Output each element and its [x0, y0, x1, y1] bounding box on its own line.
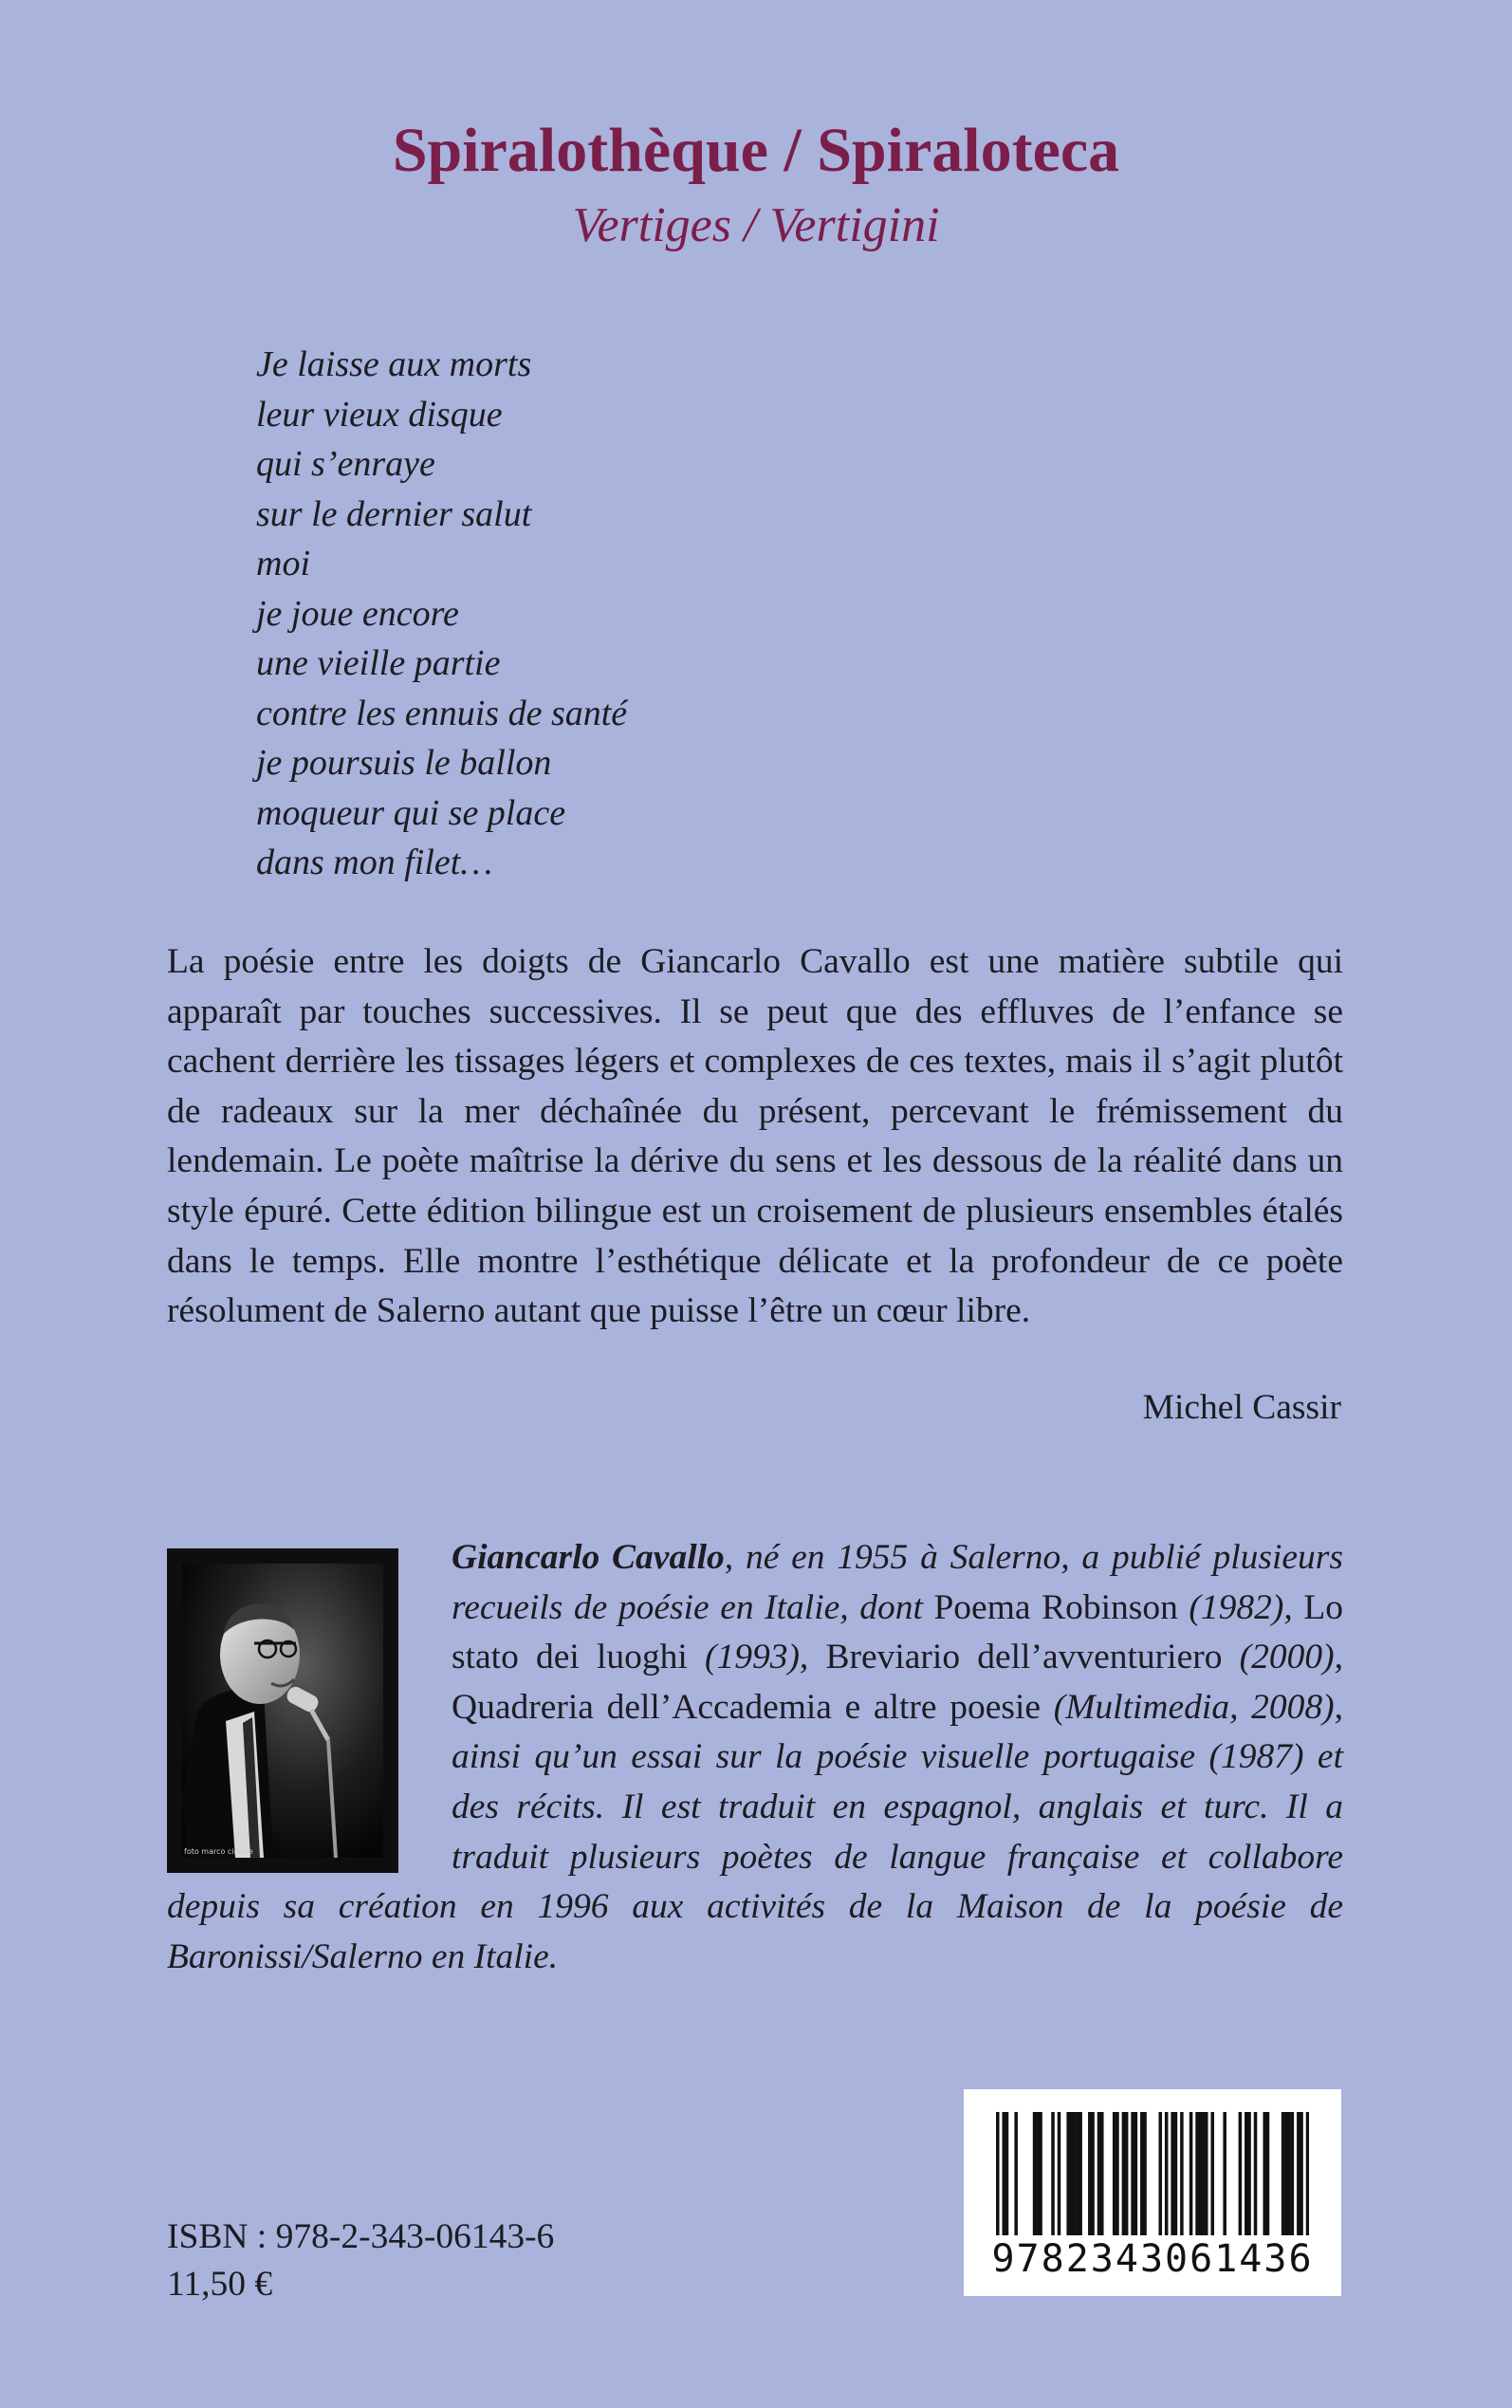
barcode-bar: [1116, 2112, 1119, 2235]
barcode-bar: [1287, 2112, 1291, 2235]
poem-excerpt: [256, 340, 627, 888]
poem-line: contre les ennuis de santé: [256, 693, 628, 733]
poem-line: Je laisse aux morts: [256, 344, 532, 384]
barcode-bar: [1091, 2112, 1095, 2235]
work-title: Poema Robinson: [933, 1587, 1178, 1627]
barcode-bar: [1263, 2112, 1266, 2235]
barcode-bar: [1079, 2112, 1082, 2235]
barcode-bar: [1058, 2112, 1061, 2235]
barcode-bar: [1002, 2112, 1005, 2235]
poem-line: qui s’enraye: [256, 444, 435, 484]
barcode-bar: [1158, 2112, 1162, 2235]
barcode-bar: [1247, 2112, 1251, 2235]
work-title: Quadreria dell’Accademia e altre poesie: [452, 1687, 1042, 1727]
barcode-bar: [1140, 2112, 1144, 2235]
barcode-bar: [1291, 2112, 1295, 2235]
barcode-bar: [1174, 2112, 1178, 2235]
poem-line: moi: [256, 544, 310, 583]
barcode-bars: [996, 2112, 1309, 2235]
barcode-bar: [1189, 2112, 1193, 2235]
poem-line: dans mon filet…: [256, 843, 493, 882]
barcode-bar: [1195, 2112, 1199, 2235]
barcode-bar: [1210, 2112, 1214, 2235]
barcode-bar: [1100, 2112, 1104, 2235]
poem-line: leur vieux disque: [256, 394, 503, 435]
poem-line: je joue encore: [256, 593, 459, 634]
barcode-bar: [1131, 2112, 1134, 2235]
barcode-bar: [1088, 2112, 1092, 2235]
author-name: Giancarlo Cavallo: [452, 1538, 725, 1577]
photo-credit: foto marco cinque: [184, 1847, 253, 1856]
book-title: Spiralothèque / Spiraloteca: [392, 116, 1120, 185]
barcode-bar: [1245, 2112, 1248, 2235]
barcode-bar: [1180, 2112, 1184, 2235]
barcode-bar: [1284, 2112, 1288, 2235]
barcode-bar: [1171, 2112, 1174, 2235]
barcode-bar: [1134, 2112, 1138, 2235]
barcode-bar: [1051, 2112, 1055, 2235]
barcode-bar: [1066, 2112, 1070, 2235]
author-photo-image: [169, 1550, 396, 1871]
barcode-bar: [1097, 2112, 1101, 2235]
barcode-bar: [1165, 2112, 1169, 2235]
barcode-bar: [1076, 2112, 1079, 2235]
poem-line: sur le dernier salut: [256, 493, 532, 534]
poem-line: moqueur qui se place: [256, 792, 566, 833]
barcode-bar: [1239, 2112, 1243, 2235]
barcode-bar: [1205, 2112, 1208, 2235]
barcode-bar: [1005, 2112, 1009, 2235]
poem-line: une vieille partie: [256, 643, 501, 683]
barcode-bar: [1036, 2112, 1040, 2235]
barcode-bar: [1125, 2112, 1129, 2235]
barcode-bar: [1300, 2112, 1303, 2235]
blurb-signature: Michel Cassir: [1142, 1388, 1341, 1427]
poem-line: je poursuis le ballon: [256, 743, 552, 783]
barcode-bar: [1202, 2112, 1206, 2235]
barcode-bar: [1033, 2112, 1037, 2235]
barcode-bar: [1122, 2112, 1126, 2235]
barcode-bar: [996, 2112, 1000, 2235]
barcode-bar: [1070, 2112, 1074, 2235]
barcode-bar: [1073, 2112, 1077, 2235]
author-bio: Giancarlo Cavallo, né en 1955 à Salerno, a publié plusieurs recueils de poésie en Italie, dont Poema Robinson (1982), Lo stato dei luoghi (1993), Breviario dell’avventuriero (2000), Quadreria dell’Accademia e altre poesie (Multimedia, 2008), ainsi qu’un essai sur la poésie visuelle portugaise (1987) et des récits. Il est traduit en espagnol, anglais et turc. Il a traduit plusieurs poètes de langue française et collabore depuis sa création en 1996 aux activités de la Maison de la poésie de Baronissi/Salerno en Italie.: [167, 1533, 1343, 1982]
isbn: ISBN : 978-2-343-06143-6: [167, 2217, 555, 2256]
barcode-bar: [1143, 2112, 1147, 2235]
barcode-bar: [1113, 2112, 1116, 2235]
work-title: Lo stato dei luoghi: [452, 1587, 1343, 1677]
barcode-bar: [1282, 2112, 1285, 2235]
book-subtitle: Vertiges / Vertigini: [572, 198, 940, 252]
barcode-bar: [1297, 2112, 1300, 2235]
barcode-bar: [1266, 2112, 1270, 2235]
barcode-bar: [1199, 2112, 1203, 2235]
barcode-bar: [1223, 2112, 1226, 2235]
barcode-number: 9782343061436: [991, 2237, 1314, 2281]
barcode: [964, 2089, 1341, 2296]
work-title: Breviario dell’avventuriero: [825, 1638, 1223, 1677]
barcode-bar: [1039, 2112, 1042, 2235]
barcode-bar: [1306, 2112, 1309, 2235]
blurb-paragraph: La poésie entre les doigts de Giancarlo Cavallo est une matière subtile qui apparaît par touches successives. Il se peut que des effluves de l’enfance se cachent derrière les tissages légers et complexes de ces textes, mais il s’agit plutôt de radeaux sur la mer déchaînée du présent, percevant le frémissement du lendemain. Le poète maîtrise la dérive du sens et les dessous de la réalité dans un style épuré. Cette édition bilingue est un croisement de plusieurs ensembles étalés dans le temps. Elle montre l’esthétique délicate et la profondeur de ce poète résolument de Salerno autant que puisse l’être un cœur libre.: [167, 942, 1343, 1331]
barcode-bar: [1254, 2112, 1258, 2235]
author-photo: [167, 1548, 398, 1873]
barcode-bar: [1014, 2112, 1018, 2235]
price: 11,50 €: [167, 2265, 273, 2304]
